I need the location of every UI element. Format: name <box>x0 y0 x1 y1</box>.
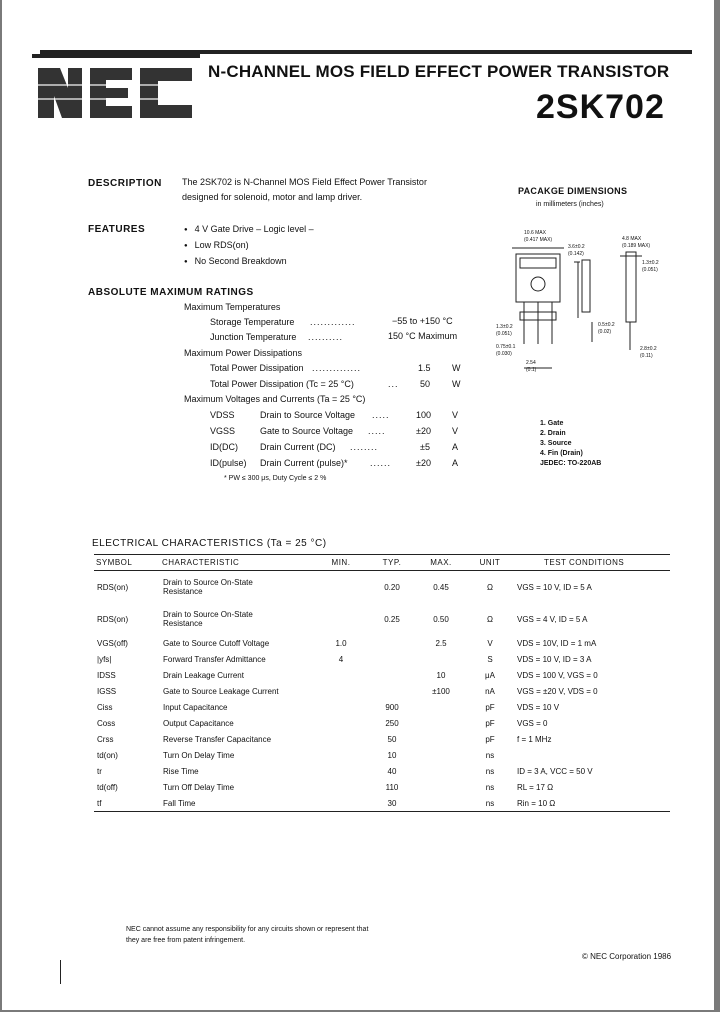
dim-label: (0.189 MAX) <box>622 243 651 249</box>
table-row <box>94 603 670 635</box>
leader-dots: ........ <box>350 442 379 452</box>
characteristic-line: Drain to Source On-State <box>163 610 253 619</box>
cell-typ <box>368 635 416 651</box>
table-row <box>94 651 670 667</box>
cell-min <box>314 747 368 763</box>
cell-typ: 30 <box>368 795 416 812</box>
rating-value: ±20 <box>416 426 431 436</box>
cell-min: 4 <box>338 654 344 664</box>
cell-characteristic <box>160 571 314 604</box>
cell-characteristic: Gate to Source Cutoff Voltage <box>163 638 270 648</box>
col-header: SYMBOL <box>94 555 160 571</box>
cell-max: 2.5 <box>435 638 447 648</box>
cell-conditions: VDS = 10 V, ID = 3 A <box>517 654 592 664</box>
cell-unit: pF <box>485 718 495 728</box>
leader-dots: ..... <box>368 426 386 436</box>
power-dissipation-value: 1.5 <box>418 363 431 373</box>
cell-max <box>416 795 466 812</box>
dim-label: (0.1) <box>526 367 537 373</box>
cell-conditions: f = 1 MHz <box>517 734 552 744</box>
cell-max <box>416 651 466 667</box>
pin-label: 4. Fin (Drain) <box>540 450 583 457</box>
cell-symbol: VGS(off) <box>97 638 128 648</box>
rating-symbol: ID(pulse) <box>210 458 247 468</box>
power-dissipation-tc-label: Total Power Dissipation (Tc = 25 °C) <box>210 379 354 389</box>
cell-typ: 0.20 <box>384 582 400 592</box>
table-row <box>94 715 670 731</box>
disclaimer-line-1: NEC cannot assume any responsibility for any circuits shown or represent that <box>126 926 369 933</box>
dim-label: 3.6±0.2 <box>568 244 585 250</box>
cell-unit: S <box>487 654 493 664</box>
rating-unit: A <box>452 458 459 468</box>
power-dissipation-label: Total Power Dissipation <box>210 363 304 373</box>
rating-symbol: VDSS <box>210 410 235 420</box>
rating-label: Gate to Source Voltage <box>260 426 354 436</box>
table-header-row <box>94 555 670 571</box>
cell-max: ±100 <box>432 686 450 696</box>
cell-min <box>314 715 368 731</box>
cell-min <box>314 667 368 683</box>
cell-characteristic: Reverse Transfer Capacitance <box>163 734 272 744</box>
cell-conditions: RL = 17 Ω <box>517 782 554 792</box>
part-number: 2SK702 <box>536 88 665 126</box>
rating-label: Drain Current (pulse)* <box>260 458 348 468</box>
disclaimer-line-2: they are free from patent infringement. <box>126 937 246 944</box>
dim-label: (0.142) <box>568 251 584 257</box>
cell-typ: 40 <box>387 766 397 776</box>
cell-max: 10 <box>436 670 446 680</box>
dim-label: 1.3±0.2 <box>642 260 659 266</box>
cell-typ <box>368 667 416 683</box>
cell-characteristic: Turn Off Delay Time <box>163 782 235 792</box>
cell-conditions: VDS = 10V, ID = 1 mA <box>517 638 597 648</box>
cell-symbol: td(on) <box>97 750 118 760</box>
cell-symbol: tf <box>94 795 160 812</box>
power-dissipation-tc-value: 50 <box>420 379 431 389</box>
cell-typ <box>368 651 416 667</box>
power-heading: Maximum Power Dissipations <box>184 348 303 358</box>
cell-conditions: VGS = 0 <box>517 718 548 728</box>
feature-item: ● Low RDS(on) <box>184 240 249 250</box>
cell-symbol: tr <box>97 766 102 776</box>
feature-item: ● 4 V Gate Drive – Logic level – <box>184 224 314 234</box>
cell-typ: 0.25 <box>384 614 400 624</box>
cell-conditions: Rin = 10 Ω <box>514 795 670 812</box>
table-row <box>94 763 670 779</box>
cell-conditions: VGS = 4 V, ID = 5 A <box>517 614 588 624</box>
cell-unit: pF <box>485 702 495 712</box>
rating-label: Drain to Source Voltage <box>260 410 356 420</box>
characteristic-line: Resistance <box>163 587 203 596</box>
characteristic-line: Resistance <box>163 619 203 628</box>
cell-conditions: ID = 3 A, VCC = 50 V <box>517 766 593 776</box>
dim-label: 0.5±0.2 <box>598 322 615 328</box>
leader-dots: ...... <box>370 458 392 468</box>
rating-label: Drain Current (DC) <box>260 442 336 452</box>
cell-conditions: VDS = 100 V, VGS = 0 <box>517 670 598 680</box>
rating-value: ±5 <box>420 442 430 452</box>
col-header: UNIT <box>466 555 514 571</box>
power-dissipation-tc-unit: W <box>452 379 461 389</box>
cell-symbol: Coss <box>97 718 116 728</box>
rating-symbol: VGSS <box>210 426 236 436</box>
cell-conditions: VGS = 10 V, ID = 5 A <box>517 582 592 592</box>
rating-unit: A <box>452 442 459 452</box>
cell-symbol: td(off) <box>97 782 118 792</box>
cell-characteristic <box>160 603 314 635</box>
ratings-footnote: * PW ≤ 300 μs, Duty Cycle ≤ 2 % <box>224 475 327 482</box>
cell-unit: Ω <box>487 614 493 624</box>
cell-symbol: Ciss <box>97 702 113 712</box>
cell-min <box>314 731 368 747</box>
pin-label: 3. Source <box>540 440 572 447</box>
dim-label: 10.6 MAX <box>524 230 546 236</box>
cell-characteristic: Input Capacitance <box>163 702 228 712</box>
voltage-current-heading: Maximum Voltages and Currents (Ta = 25 °C) <box>184 394 366 404</box>
cell-unit: nA <box>485 686 495 696</box>
cell-min <box>314 699 368 715</box>
table-row <box>94 683 670 699</box>
package-subheading: in millimeters (inches) <box>536 201 604 208</box>
package-drawing <box>494 232 684 382</box>
dim-label: 2.54 <box>526 360 536 366</box>
cell-characteristic: Forward Transfer Admittance <box>163 654 266 664</box>
table-row <box>94 635 670 651</box>
cell-min <box>314 683 368 699</box>
jedec-label: JEDEC: TO-220AB <box>540 460 602 467</box>
cell-max <box>416 747 466 763</box>
description-line-2: designed for solenoid, motor and lamp driver. <box>182 192 363 202</box>
cell-min <box>314 779 368 795</box>
temp-heading: Maximum Temperatures <box>184 302 281 312</box>
cell-max: 0.45 <box>433 582 449 592</box>
junction-temp-value: 150 °C Maximum <box>388 331 458 341</box>
dim-label: (0.02) <box>598 329 612 335</box>
pin-label: 2. Drain <box>540 430 566 437</box>
cell-characteristic: Output Capacitance <box>163 718 234 728</box>
cell-symbol: Crss <box>97 734 114 744</box>
leader-dots: .......... <box>308 332 344 342</box>
description-line-1: The 2SK702 is N-Channel MOS Field Effect Power Transistor <box>182 177 427 187</box>
table-row <box>94 747 670 763</box>
cell-typ: 10 <box>387 750 397 760</box>
description-heading: DESCRIPTION <box>88 178 162 189</box>
cell-min <box>314 603 368 635</box>
leader-dots: .............. <box>312 363 362 373</box>
col-header: TEST CONDITIONS <box>514 555 670 571</box>
dim-label: 1.3±0.2 <box>496 324 513 330</box>
characteristic-line: Drain to Source On-State <box>163 578 253 587</box>
feature-item: ● No Second Breakdown <box>184 256 287 266</box>
electrical-heading: ELECTRICAL CHARACTERISTICS (Ta = 25 °C) <box>92 538 327 549</box>
leader-dots: ..... <box>372 410 390 420</box>
col-header: MIN. <box>314 555 368 571</box>
dim-label: 2.8±0.2 <box>640 346 657 352</box>
cell-typ <box>368 683 416 699</box>
cell-conditions <box>514 747 670 763</box>
rating-unit: V <box>452 426 459 436</box>
cell-min <box>314 795 368 812</box>
cell-unit: Ω <box>487 582 493 592</box>
table-row <box>94 731 670 747</box>
cell-typ: 50 <box>387 734 397 744</box>
cell-unit: ns <box>485 782 495 792</box>
col-header: MAX. <box>416 555 466 571</box>
header-rule <box>40 50 692 54</box>
cell-characteristic: Drain Leakage Current <box>163 670 244 680</box>
cell-max <box>416 763 466 779</box>
cell-typ: 900 <box>385 702 399 712</box>
scan-mark <box>60 960 61 984</box>
document-title: N-CHANNEL MOS FIELD EFFECT POWER TRANSISTOR <box>208 62 670 81</box>
rating-value: ±20 <box>416 458 431 468</box>
dim-label: 4.8 MAX <box>622 236 642 242</box>
cell-characteristic: Turn On Delay Time <box>163 750 235 760</box>
junction-temp-label: Junction Temperature <box>210 332 297 342</box>
cell-min: 1.0 <box>335 638 347 648</box>
package-heading: PACAKGE DIMENSIONS <box>518 186 628 196</box>
table-row <box>94 571 670 604</box>
table-row <box>94 795 670 812</box>
col-header: TYP. <box>368 555 416 571</box>
cell-unit: pF <box>485 734 495 744</box>
storage-temp-value: −55 to +150 °C <box>392 316 453 326</box>
datasheet-page <box>2 0 714 1010</box>
cell-symbol: IGSS <box>97 686 117 696</box>
dim-label: 0.75±0.1 <box>496 344 516 350</box>
leader-dots: ............. <box>310 317 356 327</box>
cell-unit: ns <box>466 795 514 812</box>
table-row <box>94 699 670 715</box>
col-header: CHARACTERISTIC <box>160 555 314 571</box>
rating-unit: V <box>452 410 459 420</box>
cell-characteristic: Rise Time <box>163 766 199 776</box>
cell-max <box>416 715 466 731</box>
dim-label: (0.051) <box>642 267 658 273</box>
cell-typ: 250 <box>385 718 399 728</box>
power-dissipation-unit: W <box>452 363 461 373</box>
leader-dots: ... <box>388 379 399 389</box>
ratings-heading: ABSOLUTE MAXIMUM RATINGS <box>88 287 254 298</box>
cell-characteristic: Gate to Source Leakage Current <box>163 686 279 696</box>
table-row <box>94 667 670 683</box>
cell-typ: 110 <box>385 782 399 792</box>
cell-characteristic: Fall Time <box>160 795 314 812</box>
cell-max <box>416 779 466 795</box>
cell-symbol: IDSS <box>97 670 116 680</box>
cell-max: 0.50 <box>433 614 449 624</box>
cell-symbol: RDS(on) <box>97 614 129 624</box>
dim-label: (0.030) <box>496 351 512 357</box>
nec-logo-icon <box>32 48 200 126</box>
cell-symbol: RDS(on) <box>97 582 129 592</box>
cell-unit: V <box>487 638 493 648</box>
cell-max <box>416 731 466 747</box>
electrical-table <box>94 554 670 812</box>
rating-value: 100 <box>416 410 432 420</box>
copyright: © NEC Corporation 1986 <box>582 952 672 961</box>
cell-unit: ns <box>485 750 495 760</box>
cell-min <box>314 763 368 779</box>
cell-min <box>314 571 368 604</box>
pin-label: 1. Gate <box>540 420 564 427</box>
rating-symbol: ID(DC) <box>210 442 238 452</box>
cell-conditions: VGS = ±20 V, VDS = 0 <box>517 686 598 696</box>
dim-label: (0.051) <box>496 331 512 337</box>
cell-max <box>416 699 466 715</box>
features-heading: FEATURES <box>88 224 146 235</box>
cell-unit: ns <box>485 766 495 776</box>
cell-unit: μA <box>485 670 495 680</box>
cell-symbol: |yfs| <box>97 654 112 664</box>
dim-label: (0.417 MAX) <box>524 237 553 243</box>
table-row <box>94 779 670 795</box>
cell-conditions: VDS = 10 V <box>517 702 560 712</box>
storage-temp-label: Storage Temperature <box>210 317 295 327</box>
dim-label: (0.11) <box>640 353 653 359</box>
